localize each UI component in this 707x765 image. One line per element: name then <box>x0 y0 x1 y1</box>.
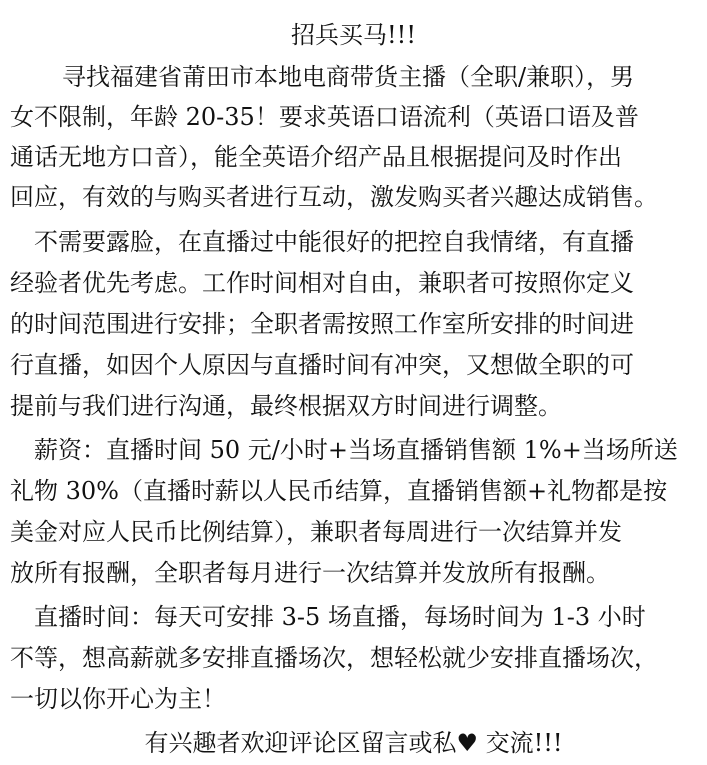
paragraph-line: 回应，有效的与购买者进行互动，激发购买者兴趣达成销售。 <box>10 183 658 211</box>
paragraph-line: 行直播，如因个人原因与直播时间有冲突，又想做全职的可 <box>10 351 634 379</box>
paragraph-line: 不需要露脸，在直播过中能很好的把控自我情绪，有直播 <box>34 228 634 256</box>
paragraph-line: 不等，想高薪就多安排直播场次，想轻松就少安排直播场次， <box>10 644 658 672</box>
paragraph-line: 薪资：直播时间 50 元/小时+当场直播销售额 1%+当场所送 <box>34 436 678 464</box>
closing-line <box>0 723 707 763</box>
paragraph-line: 寻找福建省莆田市本地电商带货主播（全职/兼职），男 <box>62 63 635 91</box>
paragraph-line: 提前与我们进行沟通，最终根据双方时间进行调整。 <box>10 392 562 420</box>
paragraph-line: 通话无地方口音），能全英语介绍产品且根据提问及时作出 <box>10 143 622 171</box>
closing-text-end: 交流!!! <box>477 729 563 757</box>
paragraph-line: 美金对应人民币比例结算），兼职者每周进行一次结算并发 <box>10 518 622 546</box>
paragraph-line: 女不限制，年龄 20-35！要求英语口语流利（英语口语及普 <box>10 103 639 131</box>
paragraph-line: 一切以你开心为主！ <box>10 685 226 713</box>
closing-text-start: 有兴趣者欢迎评论区留言或私 <box>144 729 457 757</box>
document-title: 招兵买马!!! <box>291 21 416 49</box>
paragraph-line: 经验者优先考虑。工作时间相对自由，兼职者可按照你定义 <box>10 269 634 297</box>
paragraph-line: 直播时间：每天可安排 3-5 场直播，每场时间为 1-3 小时 <box>34 603 646 631</box>
heart-icon: ♥ <box>456 729 478 757</box>
paragraph-line: 礼物 30%（直播时薪以人民币结算，直播销售额+礼物都是按 <box>10 477 668 505</box>
paragraph-line: 的时间范围进行安排；全职者需按照工作室所安排的时间进 <box>10 310 634 338</box>
paragraph-line: 放所有报酬，全职者每月进行一次结算并发放所有报酬。 <box>10 559 610 587</box>
